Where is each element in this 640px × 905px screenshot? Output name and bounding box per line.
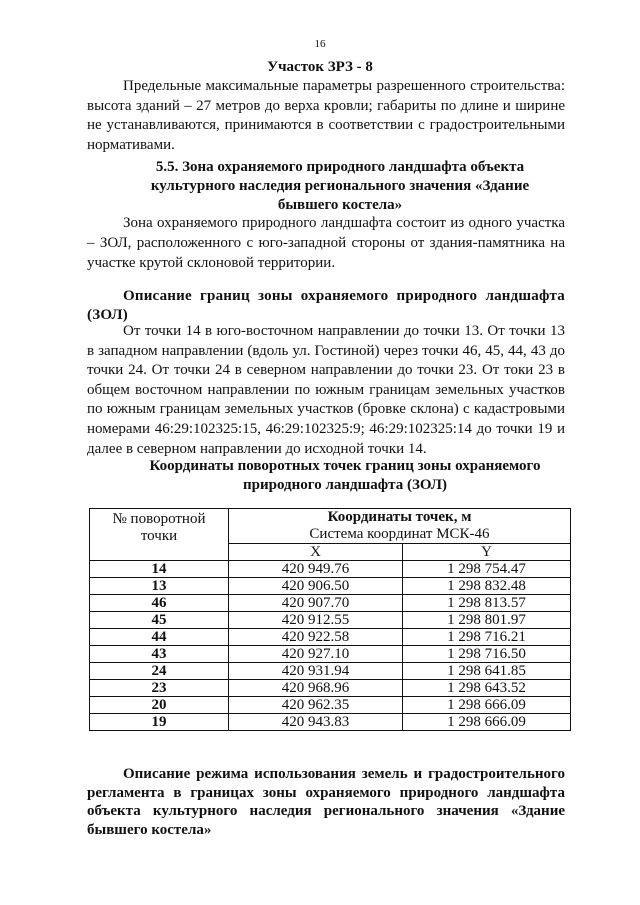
cell-x: 420 968.96 [229,680,403,697]
table-row [90,680,571,697]
cell-point: 14 [90,561,229,578]
header-coordinate-system: Система координат МСК-46 [309,526,490,542]
cell-x: 420 931.94 [229,663,403,680]
cell-point: 46 [90,595,229,612]
cell-y: 1 298 754.47 [403,561,571,578]
cell-y: 1 298 716.21 [403,629,571,646]
table-row [90,663,571,680]
cell-y: 1 298 801.97 [403,612,571,629]
cell-point: 23 [90,680,229,697]
table-row [90,646,571,663]
cell-x: 420 962.35 [229,697,403,714]
cell-x: 420 912.55 [229,612,403,629]
coordinates-table [89,508,571,731]
cell-point: 24 [90,663,229,680]
header-coordinates-title: Координаты точек, м [327,509,472,525]
table-caption: Координаты поворотных точек границ зоны охраняемого природного ландшафта (ЗОЛ) [149,458,541,493]
cell-x: 420 922.58 [229,629,403,646]
cell-y: 1 298 716.50 [403,646,571,663]
cell-point: 45 [90,612,229,629]
table-row [90,697,571,714]
cell-y: 1 298 643.52 [403,680,571,697]
cell-y: 1 298 832.48 [403,578,571,595]
section-zrz8-text: Предельные максимальные параметры разрешенного строительства: высота зданий – 27 метров до верха кровли; габариты по длине и ширине не устанавливаются, принимаются в соответствии с градостроительными нормативами. [87,78,565,153]
cell-x: 420 906.50 [229,578,403,595]
cell-y: 1 298 641.85 [403,663,571,680]
header-y: Y [403,544,571,561]
cell-point: 19 [90,714,229,731]
table-row [90,595,571,612]
cell-x: 420 907.70 [229,595,403,612]
table-row [90,714,571,731]
cell-point: 20 [90,697,229,714]
regime-title: Описание режима использования земель и градостроительного регламента в границах зоны охраняемого природного ландшафта объекта культурного наследия регионального значения «Здание бывшего костела» [87,766,565,838]
cell-x: 420 943.83 [229,714,403,731]
section-5-5-title: 5.5. Зона охраняемого природного ландшафта объекта культурного наследия регионального значения «Здание бывшего костела» [150,159,530,213]
table-row [90,561,571,578]
header-coordinates [229,509,571,544]
boundary-text: От точки 14 в юго-восточном направлении до точки 13. От точки 13 в западном направлении (вдоль ул. Гостиной) через точки 46, 45, 44, 43 до точки 24. От точки 24 в северном направлении до точки 23. От токи 23 в общем восточном направлении по южным границам земельных участков по южным границам земельных участков (бровке склона) с кадастровыми номерами 46:29:102325:15, 46:29:102325:9; 46:29:102325:14 до точки 19 и далее в северном направлении до исходной точки 14. [87,323,565,457]
page-number: 16 [314,38,326,50]
header-x: X [229,544,403,561]
cell-y: 1 298 666.09 [403,714,571,731]
section-5-5-text: Зона охраняемого природного ландшафта состоит из одного участка – ЗОЛ, расположенного с юго-западной стороны от здания-памятника на участке крутой склоновой территории. [87,215,565,271]
header-point-number: № поворотной точки [90,509,229,561]
cell-point: 43 [90,646,229,663]
section-zrz8-title: Участок ЗРЗ - 8 [267,59,373,75]
table-row [90,629,571,646]
coordinates-table-body [90,561,571,731]
cell-x: 420 949.76 [229,561,403,578]
cell-point: 44 [90,629,229,646]
cell-point: 13 [90,578,229,595]
table-row [90,578,571,595]
cell-x: 420 927.10 [229,646,403,663]
cell-y: 1 298 813.57 [403,595,571,612]
cell-y: 1 298 666.09 [403,697,571,714]
boundary-title: Описание границ зоны охраняемого природного ландшафта (ЗОЛ) [87,288,565,323]
table-row [90,612,571,629]
